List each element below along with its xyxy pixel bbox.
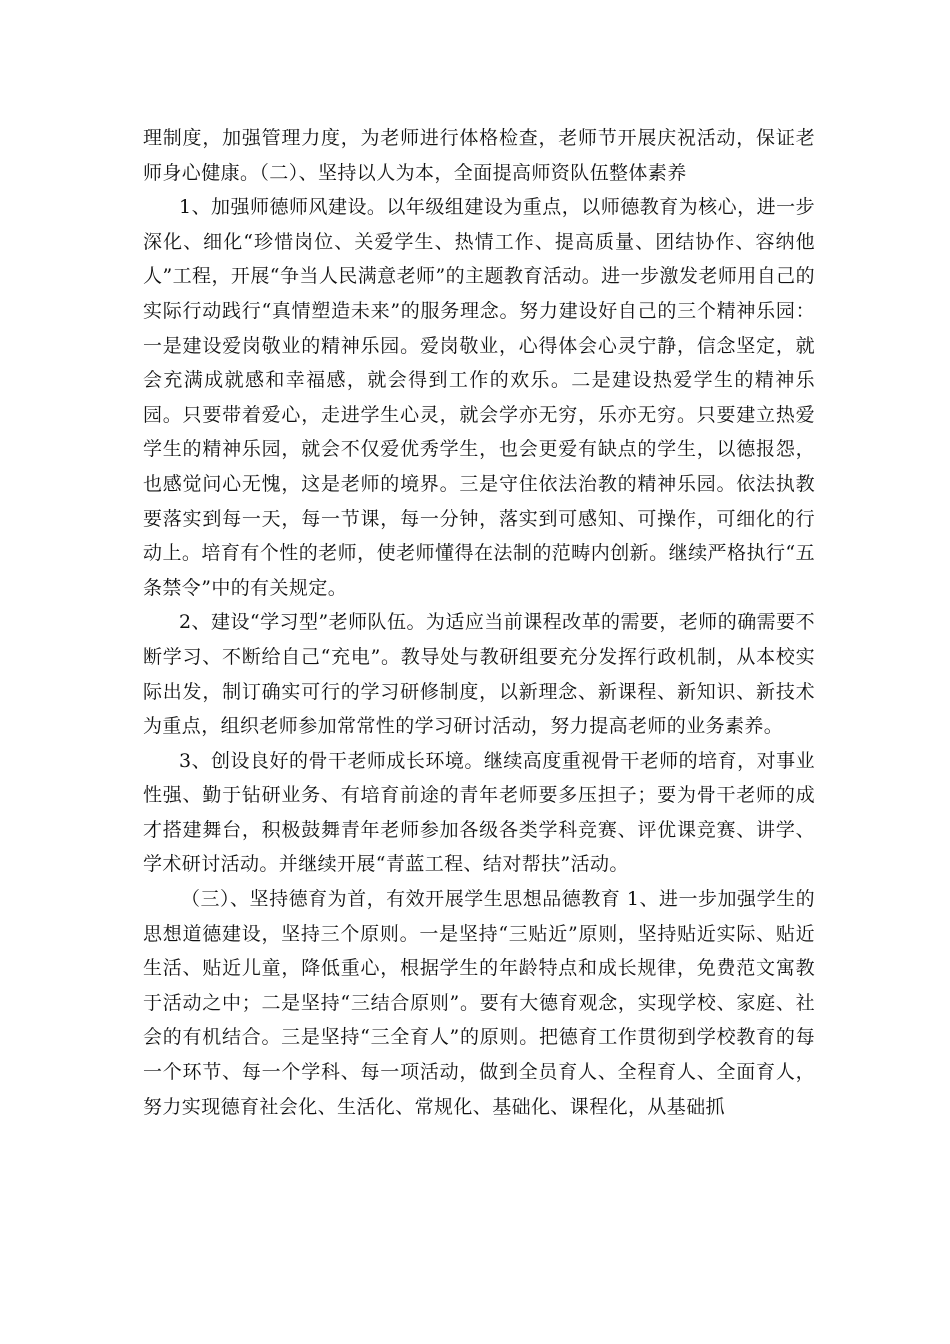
paragraph-continuation: 理制度，加强管理力度，为老师进行体格检查，老师节开展庆祝活动，保证老师身心健康。（二）、坚持以人为本，全面提高师资队伍整体素养 (143, 127, 815, 184)
paragraph-learning-team: 2、建设“学习型”老师队伍。为适应当前课程改革的需要，老师的确需要不断学习、不断给自己“充电”。教导处与教研组要充分发挥行政机制，从本校实际出发，制订确实可行的学习研修制度，以新理念、新课程、新知识、新技术为重点，组织老师参加常常性的学习研讨活动，努力提高老师的业务素养。 (143, 611, 815, 738)
paragraph-teacher-ethics: 1、加强师德师风建设。以年级组建设为重点，以师德教育为核心，进一步深化、细化“珍惜岗位、关爱学生、热情工作、提高质量、团结协作、容纳他人”工程，开展“争当人民满意老师”的主题教育活动。进一步激发老师用自己的实际行动践行“真情塑造未来”的服务理念。努力建设好自己的三个精神乐园：一是建设爱岗敬业的精神乐园。爱岗敬业，心得体会心灵宁静，信念坚定，就会充满成就感和幸福感，就会得到工作的欢乐。二是建设热爱学生的精神乐园。只要带着爱心，走进学生心灵，就会学亦无穷，乐亦无穷。只要建立热爱学生的精神乐园，就会不仅爱优秀学生，也会更爱有缺点的学生，以德报怨，也感觉问心无愧，这是老师的境界。三是守住依法治教的精神乐园。依法执教要落实到每一天，每一节课，每一分钟，落实到可感知、可操作，可细化的行动上。培育有个性的老师，使老师懂得在法制的范畴内创新。继续严格执行“五条禁令”中的有关规定。 (143, 196, 815, 599)
paragraph-backbone-teachers: 3、创设良好的骨干老师成长环境。继续高度重视骨干老师的培育，对事业性强、勤于钻研业务、有培育前途的青年老师要多压担子；要为骨干老师的成才搭建舞台，积极鼓舞青年老师参加各级各类学科竞赛、评优课竞赛、讲学、学术研讨活动。并继续开展“青蓝工程、结对帮扶”活动。 (143, 749, 815, 876)
document-body (143, 121, 815, 1124)
paragraph-moral-education: （三）、坚持德育为首，有效开展学生思想品德教育 1、进一步加强学生的思想道德建设，坚持三个原则。一是坚持“三贴近”原则，坚持贴近实际、贴近生活、贴近儿童，降低重心，根据学生的年龄特点和成长规律，免费范文寓教于活动之中；二是坚持“三结合原则”。要有大德育观念，实现学校、家庭、社会的有机结合。三是坚持“三全育人”的原则。把德育工作贯彻到学校教育的每一个环节、每一个学科、每一项活动，做到全员育人、全程育人、全面育人，努力实现德育社会化、生活化、常规化、基础化、课程化，从基础抓 (143, 888, 815, 1118)
